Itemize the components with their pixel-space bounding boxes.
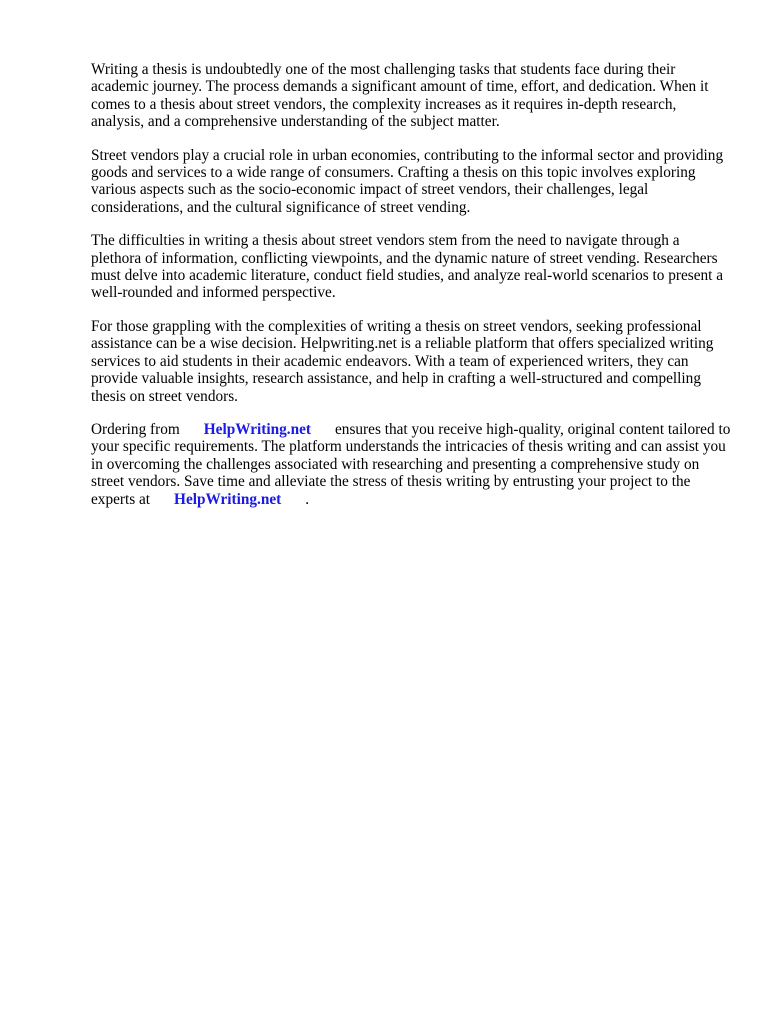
helpwriting-link-second[interactable]: HelpWriting.net [174, 490, 282, 508]
paragraph-professional-assistance: For those grappling with the complexities of writing a thesis on street vendors, seeking professional assistance can be a wise decision. Helpwriting.net is a reliable platform that offers specialized writing services to aid students in their academic endeavors. With a team of experienced writers, they can provide valuable insights, research assistance, and help in crafting a well-structured and compelling thesis on street vendors. [91, 317, 714, 405]
paragraph-ordering [91, 421, 731, 508]
helpwriting-link-first[interactable]: HelpWriting.net [203, 420, 312, 438]
paragraph-intro: Writing a thesis is undoubtedly one of the most challenging tasks that students face during their academic journey. The process demands a significant amount of time, effort, and dedication. When it comes to a thesis about street vendors, the complexity increases as it requires in-depth research, analysis, and a comprehensive understanding of the subject matter. [91, 61, 709, 131]
paragraph-difficulties: The difficulties in writing a thesis about street vendors stem from the need to navigate through a plethora of information, conflicting viewpoints, and the dynamic nature of street vending. Researchers must delve into academic literature, conduct field studies, and analyze real-world scenarios to present a well-rounded and informed perspective. [91, 232, 724, 302]
paragraph-street-vendors-role: Street vendors play a crucial role in urban economies, contributing to the informal sector and providing goods and services to a wide range of consumers. Crafting a thesis on this topic involves exploring various aspects such as the socio-economic impact of street vendors, their challenges, legal considerations, and the cultural significance of street vending. [91, 146, 724, 216]
document-body [91, 61, 731, 524]
ordering-text-end: . [305, 490, 310, 508]
ordering-text-start: Ordering from [91, 420, 180, 438]
ordering-text-middle: ensures that you receive high-quality, original content tailored to your specific requirements. The platform understands the intricacies of thesis writing and can assist you in overcoming the challenges associated with researching and presenting a comprehensive study on street vendors. Save time and alleviate the stress of thesis writing by entrusting your project to the experts at [91, 420, 731, 508]
